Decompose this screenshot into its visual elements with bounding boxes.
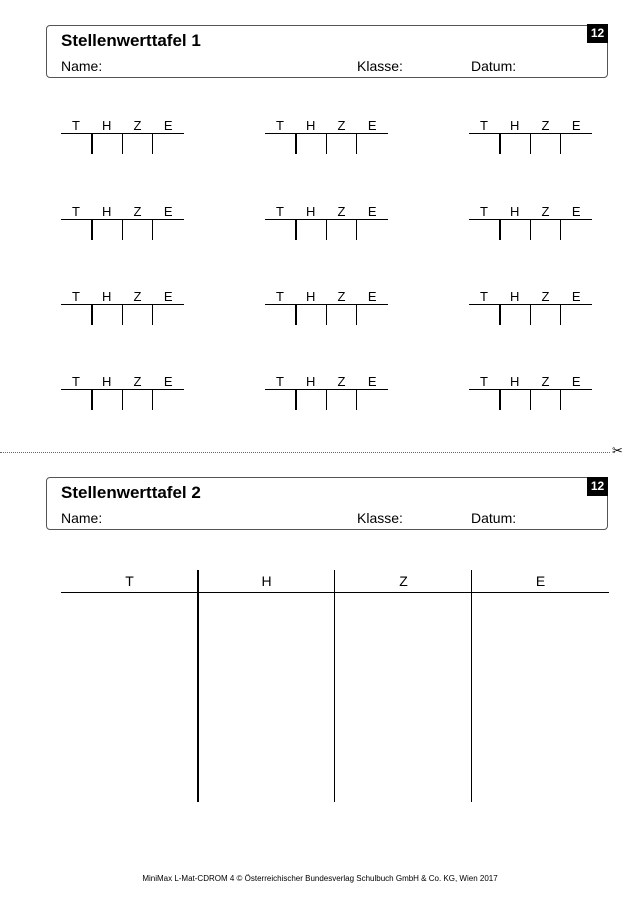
column-header-h: H bbox=[102, 374, 112, 389]
column-header-e: E bbox=[535, 573, 546, 589]
column-header-e: E bbox=[571, 118, 581, 133]
column-divider bbox=[334, 570, 335, 802]
small-place-value-table bbox=[265, 205, 388, 246]
column-divider bbox=[530, 304, 531, 325]
column-divider bbox=[326, 219, 327, 240]
column-divider bbox=[91, 133, 93, 154]
column-header-z: Z bbox=[133, 118, 142, 133]
column-divider bbox=[356, 389, 357, 410]
column-header-e: E bbox=[163, 204, 173, 219]
column-header-t: T bbox=[72, 374, 80, 389]
column-header-z: Z bbox=[133, 204, 142, 219]
column-divider bbox=[326, 389, 327, 410]
column-header-t: T bbox=[480, 374, 488, 389]
header-rule bbox=[61, 592, 609, 593]
page-number-badge: 12 bbox=[587, 477, 608, 496]
column-header-e: E bbox=[367, 289, 377, 304]
page-number-badge: 12 bbox=[587, 24, 608, 43]
column-header-t: T bbox=[480, 118, 488, 133]
column-header-t: T bbox=[480, 204, 488, 219]
column-divider bbox=[499, 304, 501, 325]
small-place-value-table bbox=[61, 375, 184, 416]
column-divider bbox=[91, 304, 93, 325]
column-divider bbox=[152, 133, 153, 154]
name-label: Name: bbox=[61, 510, 103, 526]
sheet-title: Stellenwerttafel 1 bbox=[61, 31, 201, 50]
column-divider bbox=[499, 133, 501, 154]
header-box-2 bbox=[46, 477, 608, 530]
column-header-t: T bbox=[72, 204, 80, 219]
column-header-z: Z bbox=[399, 573, 408, 589]
column-header-e: E bbox=[571, 289, 581, 304]
column-header-t: T bbox=[276, 204, 284, 219]
column-divider bbox=[152, 389, 153, 410]
column-divider bbox=[499, 219, 501, 240]
small-place-value-table bbox=[469, 290, 592, 331]
column-header-h: H bbox=[306, 118, 316, 133]
small-place-value-table bbox=[265, 290, 388, 331]
column-divider bbox=[471, 570, 472, 802]
small-place-value-table bbox=[469, 205, 592, 246]
column-divider bbox=[356, 219, 357, 240]
column-header-e: E bbox=[367, 204, 377, 219]
column-header-t: T bbox=[72, 289, 80, 304]
column-header-z: Z bbox=[541, 118, 550, 133]
column-header-t: T bbox=[276, 118, 284, 133]
column-header-e: E bbox=[163, 289, 173, 304]
column-divider bbox=[295, 133, 297, 154]
column-header-h: H bbox=[510, 118, 520, 133]
column-header-z: Z bbox=[133, 374, 142, 389]
column-header-e: E bbox=[367, 374, 377, 389]
column-header-h: H bbox=[102, 204, 112, 219]
column-divider bbox=[197, 570, 199, 802]
column-divider bbox=[356, 133, 357, 154]
column-header-e: E bbox=[571, 204, 581, 219]
small-place-value-table bbox=[61, 290, 184, 331]
column-header-t: T bbox=[276, 374, 284, 389]
column-divider bbox=[122, 133, 123, 154]
column-divider bbox=[356, 304, 357, 325]
small-place-value-table bbox=[265, 375, 388, 416]
datum-label: Datum: bbox=[471, 510, 517, 526]
column-header-z: Z bbox=[541, 289, 550, 304]
klasse-label: Klasse: bbox=[357, 510, 403, 526]
column-header-z: Z bbox=[337, 289, 346, 304]
column-header-z: Z bbox=[337, 204, 346, 219]
column-header-z: Z bbox=[337, 118, 346, 133]
cut-line bbox=[0, 452, 610, 453]
column-divider bbox=[499, 389, 501, 410]
column-header-e: E bbox=[367, 118, 377, 133]
column-header-z: Z bbox=[337, 374, 346, 389]
column-header-z: Z bbox=[541, 204, 550, 219]
column-header-e: E bbox=[163, 374, 173, 389]
column-divider bbox=[530, 389, 531, 410]
column-divider bbox=[295, 389, 297, 410]
column-header-z: Z bbox=[541, 374, 550, 389]
column-header-h: H bbox=[261, 573, 272, 589]
column-header-h: H bbox=[510, 289, 520, 304]
column-divider bbox=[122, 219, 123, 240]
column-header-t: T bbox=[125, 573, 134, 589]
column-header-h: H bbox=[102, 289, 112, 304]
column-header-t: T bbox=[72, 118, 80, 133]
column-header-h: H bbox=[510, 204, 520, 219]
column-divider bbox=[295, 219, 297, 240]
column-header-h: H bbox=[510, 374, 520, 389]
small-place-value-table bbox=[469, 375, 592, 416]
datum-label: Datum: bbox=[471, 58, 517, 74]
column-header-t: T bbox=[276, 289, 284, 304]
small-place-value-table bbox=[61, 205, 184, 246]
scissors-icon: ✂ bbox=[612, 443, 623, 458]
column-divider bbox=[560, 304, 561, 325]
column-divider bbox=[326, 133, 327, 154]
column-header-e: E bbox=[163, 118, 173, 133]
column-divider bbox=[560, 219, 561, 240]
column-divider bbox=[91, 389, 93, 410]
column-header-h: H bbox=[306, 204, 316, 219]
column-divider bbox=[295, 304, 297, 325]
large-place-value-table bbox=[61, 570, 609, 802]
column-header-t: T bbox=[480, 289, 488, 304]
column-divider bbox=[152, 219, 153, 240]
column-header-z: Z bbox=[133, 289, 142, 304]
name-label: Name: bbox=[61, 58, 103, 74]
column-divider bbox=[152, 304, 153, 325]
column-header-e: E bbox=[571, 374, 581, 389]
copyright-footer: MiniMax L-Mat-CDROM 4 © Österreichischer Bundesverlag Schulbuch GmbH & Co. KG, Wien 2017 bbox=[142, 874, 498, 883]
column-divider bbox=[530, 219, 531, 240]
column-header-h: H bbox=[306, 374, 316, 389]
column-header-h: H bbox=[306, 289, 316, 304]
column-divider bbox=[560, 389, 561, 410]
column-divider bbox=[122, 304, 123, 325]
small-place-value-table bbox=[265, 119, 388, 160]
column-header-h: H bbox=[102, 118, 112, 133]
column-divider bbox=[326, 304, 327, 325]
header-box-1 bbox=[46, 25, 608, 78]
small-place-value-table bbox=[61, 119, 184, 160]
column-divider bbox=[122, 389, 123, 410]
sheet-title: Stellenwerttafel 2 bbox=[61, 483, 201, 502]
klasse-label: Klasse: bbox=[357, 58, 403, 74]
column-divider bbox=[530, 133, 531, 154]
column-divider bbox=[91, 219, 93, 240]
column-divider bbox=[560, 133, 561, 154]
small-place-value-table bbox=[469, 119, 592, 160]
